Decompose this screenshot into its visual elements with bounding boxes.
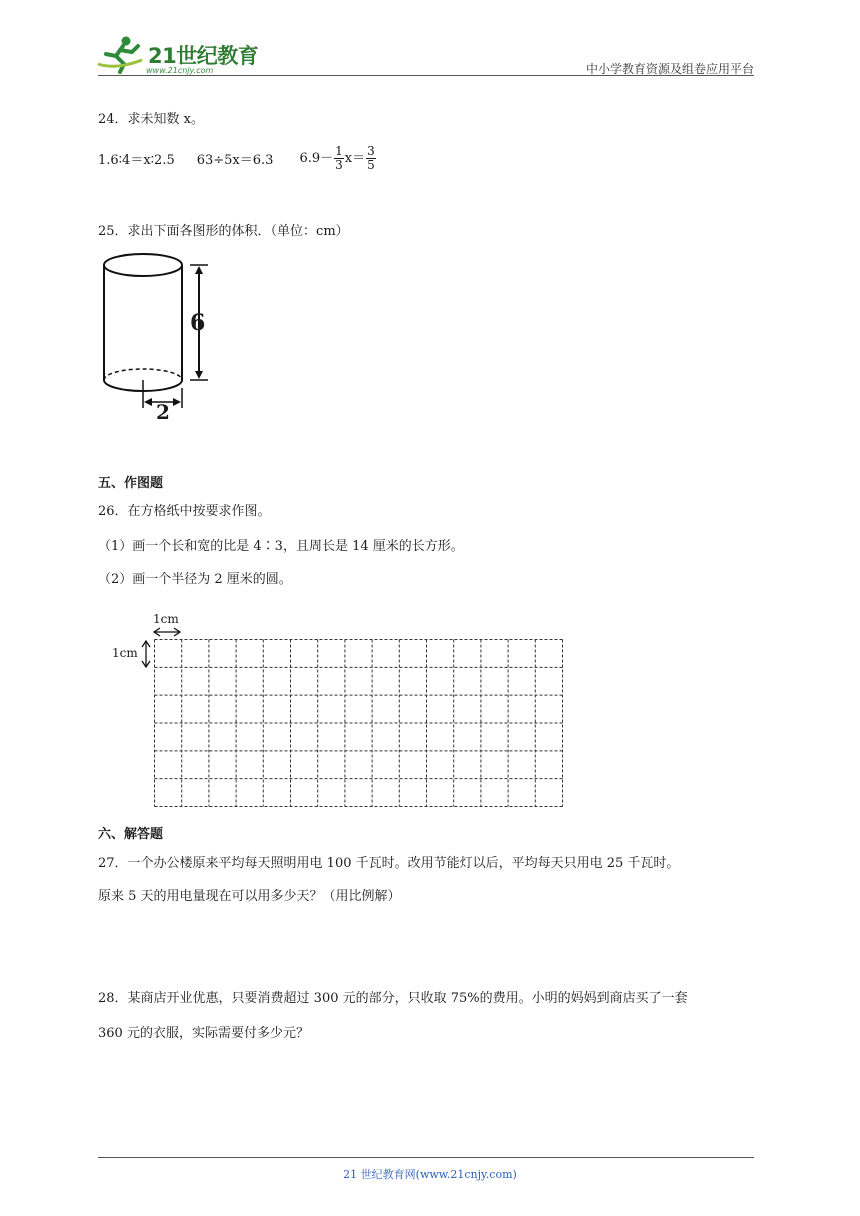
logo-url: www.21cnjy.com xyxy=(146,66,214,75)
q24-title: 24．求未知数 x。 xyxy=(98,112,205,127)
frac1-num: 1 xyxy=(335,143,343,158)
q24-eq3-frac1 xyxy=(334,145,344,172)
cylinder-figure xyxy=(96,248,226,424)
q24-eq3-frac2 xyxy=(366,145,376,172)
grid-label-horizontal: 1cm xyxy=(153,612,179,626)
footer-text: 21 世纪教育网(www.21cnjy.com) xyxy=(343,1168,517,1181)
cylinder-radius-label: 2 xyxy=(156,400,170,424)
q25-title: 25．求出下面各图形的体积．（单位：cm） xyxy=(98,224,349,239)
frac1-den: 3 xyxy=(335,157,343,172)
q27-line2: 原来 5 天的用电量现在可以用多少天？（用比例解） xyxy=(98,889,401,904)
q24-eq3-prefix: 6.9－ xyxy=(299,150,334,166)
footer-divider xyxy=(98,1157,754,1158)
frac2-den: 5 xyxy=(367,157,375,172)
section-5-title: 五、作图题 xyxy=(98,476,164,491)
drawing-grid[interactable] xyxy=(154,639,563,807)
q26-title: 26．在方格纸中按要求作图。 xyxy=(98,504,271,519)
logo-runner-icon xyxy=(96,34,146,74)
q27-line1: 27．一个办公楼原来平均每天照明用电 100 千瓦时。改用节能灯以后，平均每天只用电 25 千瓦时。 xyxy=(98,856,680,871)
q28-line1: 28．某商店开业优惠，只要消费超过 300 元的部分，只收取 75%的费用。小明的妈妈到商店买了一套 xyxy=(98,991,688,1006)
frac2-num: 3 xyxy=(367,143,375,158)
q24-equations xyxy=(98,140,377,176)
grid-h-arrow-icon xyxy=(152,626,182,638)
grid-v-arrow-icon xyxy=(140,639,152,669)
section-6-title: 六、解答题 xyxy=(98,827,164,842)
q24-eq2: 63÷5x＝6.3 xyxy=(196,152,274,168)
grid-label-vertical: 1cm xyxy=(112,646,138,660)
q24-eq3-mid: x＝ xyxy=(344,150,366,166)
q24-eq1: 1.6∶4＝x∶2.5 xyxy=(98,152,175,168)
cylinder-height-label: 6 xyxy=(190,310,206,336)
q26-part2: （2）画一个半径为 2 厘米的圆。 xyxy=(98,572,292,587)
logo-text: 21世纪教育 xyxy=(148,44,259,68)
q24-eq3 xyxy=(299,145,376,172)
platform-name: 中小学教育资源及组卷应用平台 xyxy=(585,62,754,76)
header-divider xyxy=(98,75,754,76)
q28-line2: 360 元的衣服，实际需要付多少元？ xyxy=(98,1026,309,1041)
q26-part1: （1）画一个长和宽的比是 4∶3，且周长是 14 厘米的长方形。 xyxy=(98,539,464,554)
